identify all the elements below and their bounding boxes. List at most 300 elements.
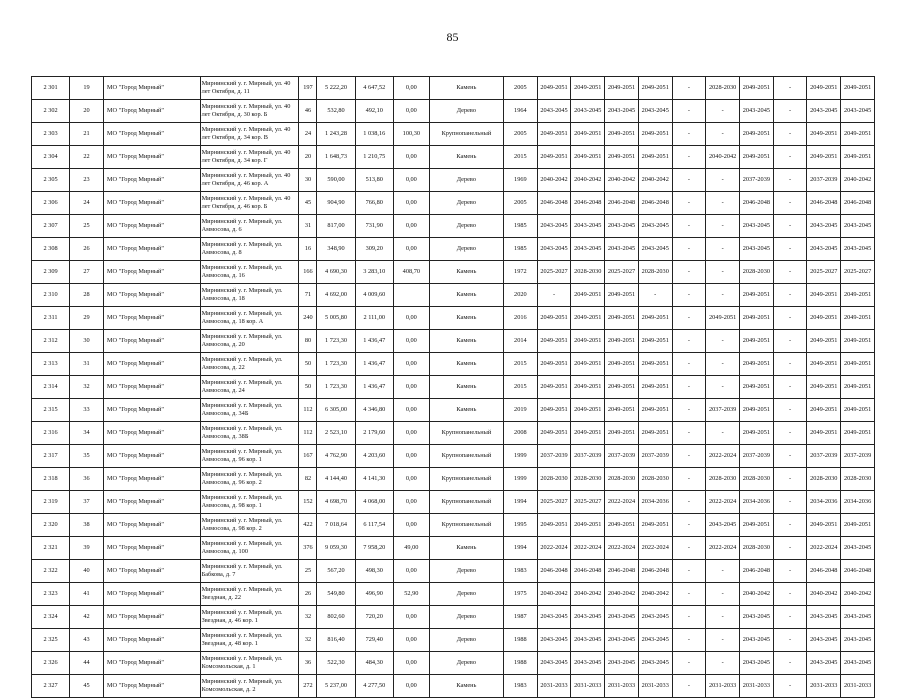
- address-cell: Мирнинский у. г. Мирный, ул. 40 лет Октября, д. 34 кор. В: [200, 123, 299, 146]
- repair-period-cell: 2046-2048: [807, 192, 841, 215]
- repair-period-cell: -: [672, 192, 706, 215]
- municipality-cell: МО "Город Мирный": [103, 376, 200, 399]
- year-built-cell: 1988: [503, 629, 537, 652]
- address-cell: Мирнинский у. г. Мирный, ул. 40 лет Октября, д. 11: [200, 77, 299, 100]
- repair-period-cell: 2025-2027: [605, 261, 639, 284]
- repair-period-cell: -: [672, 353, 706, 376]
- municipality-cell: МО "Город Мирный": [103, 307, 200, 330]
- repair-period-cell: 2049-2051: [807, 123, 841, 146]
- repair-period-cell: -: [773, 583, 807, 606]
- repair-period-cell: -: [672, 376, 706, 399]
- apartments-count-cell: 422: [299, 514, 317, 537]
- repair-period-cell: 2049-2051: [605, 353, 639, 376]
- year-built-cell: 2015: [503, 353, 537, 376]
- item-number-cell: 36: [70, 468, 104, 491]
- repair-period-cell: -: [672, 422, 706, 445]
- wall-material-cell: Крупнопанельный: [429, 445, 503, 468]
- repair-period-cell: -: [672, 583, 706, 606]
- repair-period-cell: 2031-2033: [807, 675, 841, 698]
- repair-period-cell: -: [706, 376, 740, 399]
- repair-period-cell: 2043-2045: [571, 606, 605, 629]
- apartments-count-cell: 16: [299, 238, 317, 261]
- year-built-cell: 1999: [503, 468, 537, 491]
- item-number-cell: 30: [70, 330, 104, 353]
- repair-period-cell: -: [773, 652, 807, 675]
- wall-material-cell: Камень: [429, 307, 503, 330]
- non-living-area-cell: 0,00: [393, 422, 429, 445]
- wall-material-cell: Камень: [429, 146, 503, 169]
- item-number-cell: 34: [70, 422, 104, 445]
- repair-period-cell: -: [672, 169, 706, 192]
- apartments-count-cell: 240: [299, 307, 317, 330]
- municipality-cell: МО "Город Мирный": [103, 537, 200, 560]
- non-living-area-cell: 0,00: [393, 330, 429, 353]
- repair-period-cell: -: [706, 330, 740, 353]
- repair-period-cell: 2034-2036: [740, 491, 774, 514]
- repair-period-cell: -: [773, 307, 807, 330]
- item-number-cell: 33: [70, 399, 104, 422]
- repair-period-cell: -: [706, 284, 740, 307]
- repair-period-cell: -: [706, 192, 740, 215]
- repair-period-cell: -: [706, 215, 740, 238]
- municipality-cell: МО "Город Мирный": [103, 100, 200, 123]
- repair-period-cell: 2028-2030: [740, 261, 774, 284]
- repair-period-cell: 2049-2051: [740, 123, 774, 146]
- repair-period-cell: -: [706, 606, 740, 629]
- municipality-cell: МО "Город Мирный": [103, 169, 200, 192]
- repair-period-cell: 2034-2036: [841, 491, 875, 514]
- repair-period-cell: 2043-2045: [740, 652, 774, 675]
- repair-period-cell: -: [672, 399, 706, 422]
- non-living-area-cell: 0,00: [393, 399, 429, 422]
- apartments-count-cell: 167: [299, 445, 317, 468]
- wall-material-cell: Дерево: [429, 169, 503, 192]
- apartments-count-cell: 32: [299, 606, 317, 629]
- repair-period-cell: 2049-2051: [740, 376, 774, 399]
- table-row: [32, 77, 875, 100]
- table-row: [32, 307, 875, 330]
- repair-period-cell: 2022-2024: [537, 537, 571, 560]
- address-cell: Мирнинский у. г. Мирный, ул. Звездная, д. 22: [200, 583, 299, 606]
- repair-period-cell: 2049-2051: [638, 399, 672, 422]
- total-area-cell: 817,00: [317, 215, 355, 238]
- repair-period-cell: 2028-2030: [706, 468, 740, 491]
- wall-material-cell: Крупнопанельный: [429, 491, 503, 514]
- repair-period-cell: 2049-2051: [740, 353, 774, 376]
- municipality-cell: МО "Город Мирный": [103, 215, 200, 238]
- total-area-cell: 4 698,70: [317, 491, 355, 514]
- repair-period-cell: 2049-2051: [807, 284, 841, 307]
- row-number-cell: 2 303: [32, 123, 70, 146]
- total-area-cell: 4 690,30: [317, 261, 355, 284]
- total-area-cell: 522,30: [317, 652, 355, 675]
- apartments-count-cell: 45: [299, 192, 317, 215]
- total-area-cell: 6 305,00: [317, 399, 355, 422]
- repair-period-cell: 2043-2045: [605, 629, 639, 652]
- repair-period-cell: 2037-2039: [605, 445, 639, 468]
- address-cell: Мирнинский у. г. Мирный, ул. Аммосова, д. 18: [200, 284, 299, 307]
- repair-period-cell: -: [773, 560, 807, 583]
- non-living-area-cell: 0,00: [393, 606, 429, 629]
- non-living-area-cell: 0,00: [393, 491, 429, 514]
- repair-period-cell: 2049-2051: [841, 514, 875, 537]
- total-area-cell: 549,80: [317, 583, 355, 606]
- repair-period-cell: -: [706, 169, 740, 192]
- apartments-count-cell: 32: [299, 629, 317, 652]
- municipality-cell: МО "Город Мирный": [103, 583, 200, 606]
- repair-period-cell: -: [672, 330, 706, 353]
- table-row: [32, 445, 875, 468]
- table-row: [32, 675, 875, 698]
- repair-period-cell: 2031-2033: [638, 675, 672, 698]
- repair-period-cell: 2043-2045: [537, 652, 571, 675]
- repair-period-cell: -: [672, 123, 706, 146]
- table-row: [32, 146, 875, 169]
- apartments-count-cell: 376: [299, 537, 317, 560]
- item-number-cell: 39: [70, 537, 104, 560]
- year-built-cell: 1994: [503, 537, 537, 560]
- year-built-cell: 2015: [503, 376, 537, 399]
- living-area-cell: 492,10: [355, 100, 393, 123]
- repair-period-cell: 2043-2045: [571, 652, 605, 675]
- total-area-cell: 1 243,28: [317, 123, 355, 146]
- repair-period-cell: 2043-2045: [571, 629, 605, 652]
- row-number-cell: 2 306: [32, 192, 70, 215]
- item-number-cell: 25: [70, 215, 104, 238]
- repair-period-cell: -: [672, 100, 706, 123]
- wall-material-cell: Дерево: [429, 606, 503, 629]
- item-number-cell: 40: [70, 560, 104, 583]
- total-area-cell: 2 523,10: [317, 422, 355, 445]
- address-cell: Мирнинский у. г. Мирный, ул. Бабкова, д. 7: [200, 560, 299, 583]
- repair-period-cell: 2049-2051: [841, 399, 875, 422]
- repair-period-cell: -: [773, 629, 807, 652]
- municipality-cell: МО "Город Мирный": [103, 123, 200, 146]
- repair-period-cell: 2028-2030: [571, 468, 605, 491]
- living-area-cell: 3 283,10: [355, 261, 393, 284]
- item-number-cell: 43: [70, 629, 104, 652]
- repair-period-cell: 2049-2051: [571, 77, 605, 100]
- repair-period-cell: 2049-2051: [807, 77, 841, 100]
- repair-period-cell: 2049-2051: [706, 307, 740, 330]
- repair-period-cell: 2049-2051: [807, 307, 841, 330]
- address-cell: Мирнинский у. г. Мирный, ул. Аммосова, д. 34Б: [200, 399, 299, 422]
- repair-period-cell: -: [773, 537, 807, 560]
- repair-period-cell: 2049-2051: [638, 307, 672, 330]
- housing-register-table: [31, 76, 875, 698]
- row-number-cell: 2 310: [32, 284, 70, 307]
- apartments-count-cell: 71: [299, 284, 317, 307]
- repair-period-cell: 2049-2051: [807, 353, 841, 376]
- repair-period-cell: 2040-2042: [571, 583, 605, 606]
- total-area-cell: 567,20: [317, 560, 355, 583]
- repair-period-cell: 2037-2039: [537, 445, 571, 468]
- table-row: [32, 583, 875, 606]
- repair-period-cell: -: [672, 629, 706, 652]
- apartments-count-cell: 20: [299, 146, 317, 169]
- repair-period-cell: 2049-2051: [571, 376, 605, 399]
- living-area-cell: 4 141,30: [355, 468, 393, 491]
- repair-period-cell: -: [773, 468, 807, 491]
- total-area-cell: 5 222,20: [317, 77, 355, 100]
- living-area-cell: 1 436,47: [355, 376, 393, 399]
- address-cell: Мирнинский у. г. Мирный, ул. Аммосова, д. 24: [200, 376, 299, 399]
- non-living-area-cell: 0,00: [393, 675, 429, 698]
- repair-period-cell: 2028-2030: [638, 468, 672, 491]
- repair-period-cell: 2049-2051: [807, 330, 841, 353]
- repair-period-cell: 2049-2051: [807, 399, 841, 422]
- repair-period-cell: -: [672, 261, 706, 284]
- table-row: [32, 491, 875, 514]
- apartments-count-cell: 31: [299, 215, 317, 238]
- repair-period-cell: 2025-2027: [807, 261, 841, 284]
- total-area-cell: 532,80: [317, 100, 355, 123]
- repair-period-cell: 2043-2045: [537, 629, 571, 652]
- repair-period-cell: -: [773, 445, 807, 468]
- repair-period-cell: 2049-2051: [605, 123, 639, 146]
- repair-period-cell: 2031-2033: [740, 675, 774, 698]
- living-area-cell: 4 277,50: [355, 675, 393, 698]
- wall-material-cell: Камень: [429, 261, 503, 284]
- repair-period-cell: -: [773, 284, 807, 307]
- repair-period-cell: 2043-2045: [740, 238, 774, 261]
- non-living-area-cell: 52,90: [393, 583, 429, 606]
- repair-period-cell: 2049-2051: [537, 422, 571, 445]
- non-living-area-cell: 0,00: [393, 353, 429, 376]
- year-built-cell: 1995: [503, 514, 537, 537]
- row-number-cell: 2 320: [32, 514, 70, 537]
- address-cell: Мирнинский у. г. Мирный, ул. Звездная, д. 46 кор. 1: [200, 606, 299, 629]
- wall-material-cell: Дерево: [429, 583, 503, 606]
- repair-period-cell: 2028-2030: [740, 537, 774, 560]
- wall-material-cell: Камень: [429, 537, 503, 560]
- repair-period-cell: 2043-2045: [740, 606, 774, 629]
- item-number-cell: 41: [70, 583, 104, 606]
- repair-period-cell: 2049-2051: [638, 422, 672, 445]
- table-row: [32, 514, 875, 537]
- repair-period-cell: 2046-2048: [638, 560, 672, 583]
- repair-period-cell: 2040-2042: [740, 583, 774, 606]
- repair-period-cell: 2043-2045: [841, 238, 875, 261]
- repair-period-cell: 2049-2051: [537, 376, 571, 399]
- row-number-cell: 2 312: [32, 330, 70, 353]
- repair-period-cell: 2043-2045: [638, 629, 672, 652]
- repair-period-cell: -: [672, 215, 706, 238]
- living-area-cell: 2 111,00: [355, 307, 393, 330]
- address-cell: Мирнинский у. г. Мирный, ул. Аммосова, д. 22: [200, 353, 299, 376]
- repair-period-cell: 2022-2024: [605, 537, 639, 560]
- repair-period-cell: 2031-2033: [571, 675, 605, 698]
- repair-period-cell: -: [706, 100, 740, 123]
- non-living-area-cell: 0,00: [393, 514, 429, 537]
- address-cell: Мирнинский у. г. Мирный, ул. 40 лет Октября, д. 34 кор. Г: [200, 146, 299, 169]
- repair-period-cell: 2049-2051: [841, 376, 875, 399]
- year-built-cell: 1994: [503, 491, 537, 514]
- repair-period-cell: 2043-2045: [638, 652, 672, 675]
- repair-period-cell: 2043-2045: [841, 215, 875, 238]
- repair-period-cell: -: [773, 422, 807, 445]
- repair-period-cell: 2025-2027: [537, 491, 571, 514]
- repair-period-cell: -: [672, 652, 706, 675]
- repair-period-cell: 2049-2051: [807, 422, 841, 445]
- repair-period-cell: 2049-2051: [571, 284, 605, 307]
- year-built-cell: 1988: [503, 652, 537, 675]
- repair-period-cell: 2049-2051: [537, 123, 571, 146]
- item-number-cell: 37: [70, 491, 104, 514]
- repair-period-cell: 2043-2045: [807, 652, 841, 675]
- address-cell: Мирнинский у. г. Мирный, ул. Аммосова, д. 38Б: [200, 422, 299, 445]
- row-number-cell: 2 309: [32, 261, 70, 284]
- repair-period-cell: 2043-2045: [537, 238, 571, 261]
- table-row: [32, 422, 875, 445]
- non-living-area-cell: 0,00: [393, 445, 429, 468]
- apartments-count-cell: 152: [299, 491, 317, 514]
- address-cell: Мирнинский у. г. Мирный, ул. Аммосова, д. 8: [200, 238, 299, 261]
- repair-period-cell: -: [773, 123, 807, 146]
- year-built-cell: 2016: [503, 307, 537, 330]
- total-area-cell: 5 005,80: [317, 307, 355, 330]
- repair-period-cell: 2043-2045: [638, 606, 672, 629]
- apartments-count-cell: 46: [299, 100, 317, 123]
- item-number-cell: 23: [70, 169, 104, 192]
- repair-period-cell: -: [706, 123, 740, 146]
- repair-period-cell: 2025-2027: [841, 261, 875, 284]
- apartments-count-cell: 82: [299, 468, 317, 491]
- repair-period-cell: 2049-2051: [605, 330, 639, 353]
- repair-period-cell: 2049-2051: [638, 77, 672, 100]
- repair-period-cell: -: [706, 353, 740, 376]
- wall-material-cell: Дерево: [429, 652, 503, 675]
- repair-period-cell: 2049-2051: [571, 330, 605, 353]
- repair-period-cell: -: [773, 215, 807, 238]
- repair-period-cell: -: [773, 77, 807, 100]
- row-number-cell: 2 304: [32, 146, 70, 169]
- address-cell: Мирнинский у. г. Мирный, ул. Аммосова, д. 6: [200, 215, 299, 238]
- non-living-area-cell: 0,00: [393, 468, 429, 491]
- repair-period-cell: 2037-2039: [807, 445, 841, 468]
- living-area-cell: 2 179,60: [355, 422, 393, 445]
- year-built-cell: 2008: [503, 422, 537, 445]
- wall-material-cell: Камень: [429, 399, 503, 422]
- repair-period-cell: 2049-2051: [537, 399, 571, 422]
- repair-period-cell: 2028-2030: [537, 468, 571, 491]
- repair-period-cell: 2049-2051: [605, 399, 639, 422]
- repair-period-cell: 2046-2048: [571, 192, 605, 215]
- repair-period-cell: 2043-2045: [807, 215, 841, 238]
- municipality-cell: МО "Город Мирный": [103, 353, 200, 376]
- non-living-area-cell: 408,70: [393, 261, 429, 284]
- table-row: [32, 100, 875, 123]
- repair-period-cell: 2043-2045: [571, 100, 605, 123]
- item-number-cell: 24: [70, 192, 104, 215]
- year-built-cell: 2005: [503, 192, 537, 215]
- repair-period-cell: -: [773, 146, 807, 169]
- repair-period-cell: -: [638, 284, 672, 307]
- wall-material-cell: Дерево: [429, 215, 503, 238]
- repair-period-cell: -: [672, 606, 706, 629]
- living-area-cell: 484,30: [355, 652, 393, 675]
- total-area-cell: 5 237,00: [317, 675, 355, 698]
- repair-period-cell: 2040-2042: [807, 583, 841, 606]
- repair-period-cell: 2049-2051: [537, 514, 571, 537]
- repair-period-cell: 2043-2045: [605, 215, 639, 238]
- repair-period-cell: 2037-2039: [841, 445, 875, 468]
- living-area-cell: 309,20: [355, 238, 393, 261]
- repair-period-cell: 2049-2051: [841, 77, 875, 100]
- non-living-area-cell: [393, 284, 429, 307]
- repair-period-cell: 2043-2045: [841, 606, 875, 629]
- year-built-cell: 2014: [503, 330, 537, 353]
- total-area-cell: 816,40: [317, 629, 355, 652]
- table-row: [32, 468, 875, 491]
- repair-period-cell: 2031-2033: [537, 675, 571, 698]
- total-area-cell: 904,90: [317, 192, 355, 215]
- total-area-cell: 590,00: [317, 169, 355, 192]
- wall-material-cell: Крупнопанельный: [429, 514, 503, 537]
- table-row: [32, 192, 875, 215]
- repair-period-cell: 2040-2042: [605, 583, 639, 606]
- repair-period-cell: 2028-2030: [740, 468, 774, 491]
- repair-period-cell: 2028-2030: [807, 468, 841, 491]
- repair-period-cell: -: [773, 514, 807, 537]
- apartments-count-cell: 112: [299, 422, 317, 445]
- municipality-cell: МО "Город Мирный": [103, 491, 200, 514]
- table-row: [32, 353, 875, 376]
- non-living-area-cell: 0,00: [393, 100, 429, 123]
- repair-period-cell: 2037-2039: [740, 169, 774, 192]
- living-area-cell: 1 436,47: [355, 353, 393, 376]
- repair-period-cell: 2043-2045: [571, 238, 605, 261]
- total-area-cell: 4 144,40: [317, 468, 355, 491]
- address-cell: Мирнинский у. г. Мирный, ул. Аммосова, д. 96 кор. 2: [200, 468, 299, 491]
- repair-period-cell: 2028-2030: [706, 77, 740, 100]
- repair-period-cell: 2022-2024: [706, 491, 740, 514]
- repair-period-cell: 2049-2051: [841, 330, 875, 353]
- wall-material-cell: Дерево: [429, 192, 503, 215]
- repair-period-cell: 2049-2051: [841, 307, 875, 330]
- item-number-cell: 31: [70, 353, 104, 376]
- table-row: [32, 537, 875, 560]
- living-area-cell: 513,80: [355, 169, 393, 192]
- repair-period-cell: 2049-2051: [807, 376, 841, 399]
- table-body: [32, 77, 875, 698]
- repair-period-cell: 2037-2039: [740, 445, 774, 468]
- living-area-cell: 4 203,60: [355, 445, 393, 468]
- page-number: 85: [446, 30, 459, 44]
- item-number-cell: 44: [70, 652, 104, 675]
- address-cell: Мирнинский у. г. Мирный, ул. Аммосова, д. 16: [200, 261, 299, 284]
- wall-material-cell: Камень: [429, 330, 503, 353]
- repair-period-cell: -: [672, 468, 706, 491]
- municipality-cell: МО "Город Мирный": [103, 560, 200, 583]
- living-area-cell: 1 436,47: [355, 330, 393, 353]
- non-living-area-cell: 0,00: [393, 238, 429, 261]
- wall-material-cell: Дерево: [429, 100, 503, 123]
- repair-period-cell: -: [773, 399, 807, 422]
- repair-period-cell: 2049-2051: [571, 307, 605, 330]
- repair-period-cell: 2037-2039: [638, 445, 672, 468]
- total-area-cell: 9 059,30: [317, 537, 355, 560]
- municipality-cell: МО "Город Мирный": [103, 261, 200, 284]
- item-number-cell: 42: [70, 606, 104, 629]
- apartments-count-cell: 50: [299, 376, 317, 399]
- municipality-cell: МО "Город Мирный": [103, 77, 200, 100]
- apartments-count-cell: 112: [299, 399, 317, 422]
- table-row: [32, 284, 875, 307]
- non-living-area-cell: 49,00: [393, 537, 429, 560]
- item-number-cell: 38: [70, 514, 104, 537]
- year-built-cell: 2020: [503, 284, 537, 307]
